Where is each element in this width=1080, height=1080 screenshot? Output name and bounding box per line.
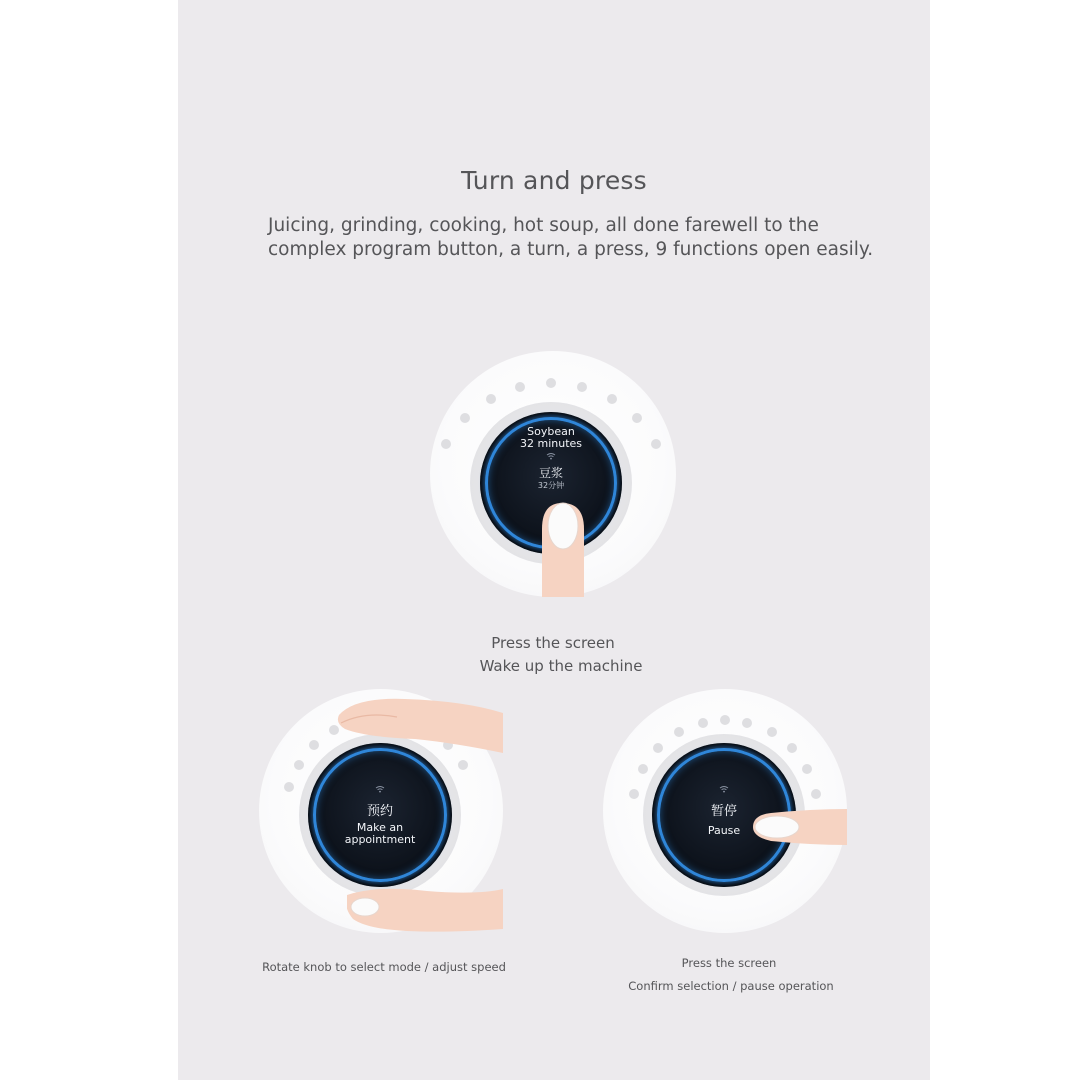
indicator-dot [546, 378, 556, 388]
screen-label-en: Make an [356, 821, 404, 834]
indicator-dot [742, 718, 752, 728]
wifi-icon [546, 452, 556, 460]
indicator-dot [632, 413, 642, 423]
indicator-dot [767, 727, 777, 737]
screen-label-cn: 预约 [366, 804, 393, 819]
indicator-dot [607, 394, 617, 404]
screen-label-cn-2: 32分钟 [537, 481, 565, 490]
indicator-dot [638, 764, 648, 774]
indicator-dot [802, 764, 812, 774]
hand-top-icon [335, 693, 503, 755]
indicator-dot [674, 727, 684, 737]
indicator-dot [458, 760, 468, 770]
indicator-dot [811, 789, 821, 799]
knob-top [430, 351, 676, 597]
indicator-dot [515, 382, 525, 392]
indicator-dot [629, 789, 639, 799]
page-subtitle [268, 214, 878, 262]
caption-right-line-1: Press the screen [681, 956, 777, 970]
indicator-dot [460, 413, 470, 423]
finger-icon [751, 807, 847, 847]
indicator-dot [787, 743, 797, 753]
subtitle-line-2: complex program button, a turn, a press, 9 functions open easily. [268, 239, 874, 260]
caption-left: Rotate knob to select mode / adjust speed [262, 960, 506, 974]
knob-left-screen[interactable] [308, 743, 452, 887]
knob-right [603, 689, 847, 933]
subtitle-line-1: Juicing, grinding, cooking, hot soup, all done farewell to the [268, 215, 819, 236]
screen-label-cn: 豆浆 [538, 466, 563, 480]
wifi-icon [375, 785, 385, 793]
hand-bottom-icon [347, 885, 503, 933]
indicator-dot [651, 439, 661, 449]
indicator-dot [653, 743, 663, 753]
page-title: Turn and press [461, 166, 647, 195]
knob-left [259, 689, 503, 933]
indicator-dot [309, 740, 319, 750]
wifi-icon [719, 785, 729, 793]
indicator-dot [720, 715, 730, 725]
screen-label-en: Soybean [527, 425, 575, 438]
caption-top-line-1: Press the screen [491, 634, 615, 652]
indicator-dot [486, 394, 496, 404]
indicator-dot [294, 760, 304, 770]
screen-label-en: Pause [707, 824, 741, 837]
indicator-dot [441, 439, 451, 449]
finger-icon [536, 499, 592, 597]
screen-label-en-2: 32 minutes [519, 437, 583, 450]
indicator-dot [698, 718, 708, 728]
screen-label-cn: 暂停 [710, 804, 737, 819]
caption-top-line-2: Wake up the machine [479, 657, 643, 675]
caption-right-line-2: Confirm selection / pause operation [628, 979, 834, 993]
screen-label-en-2: appointment [344, 833, 416, 846]
indicator-dot [577, 382, 587, 392]
indicator-dot [284, 782, 294, 792]
